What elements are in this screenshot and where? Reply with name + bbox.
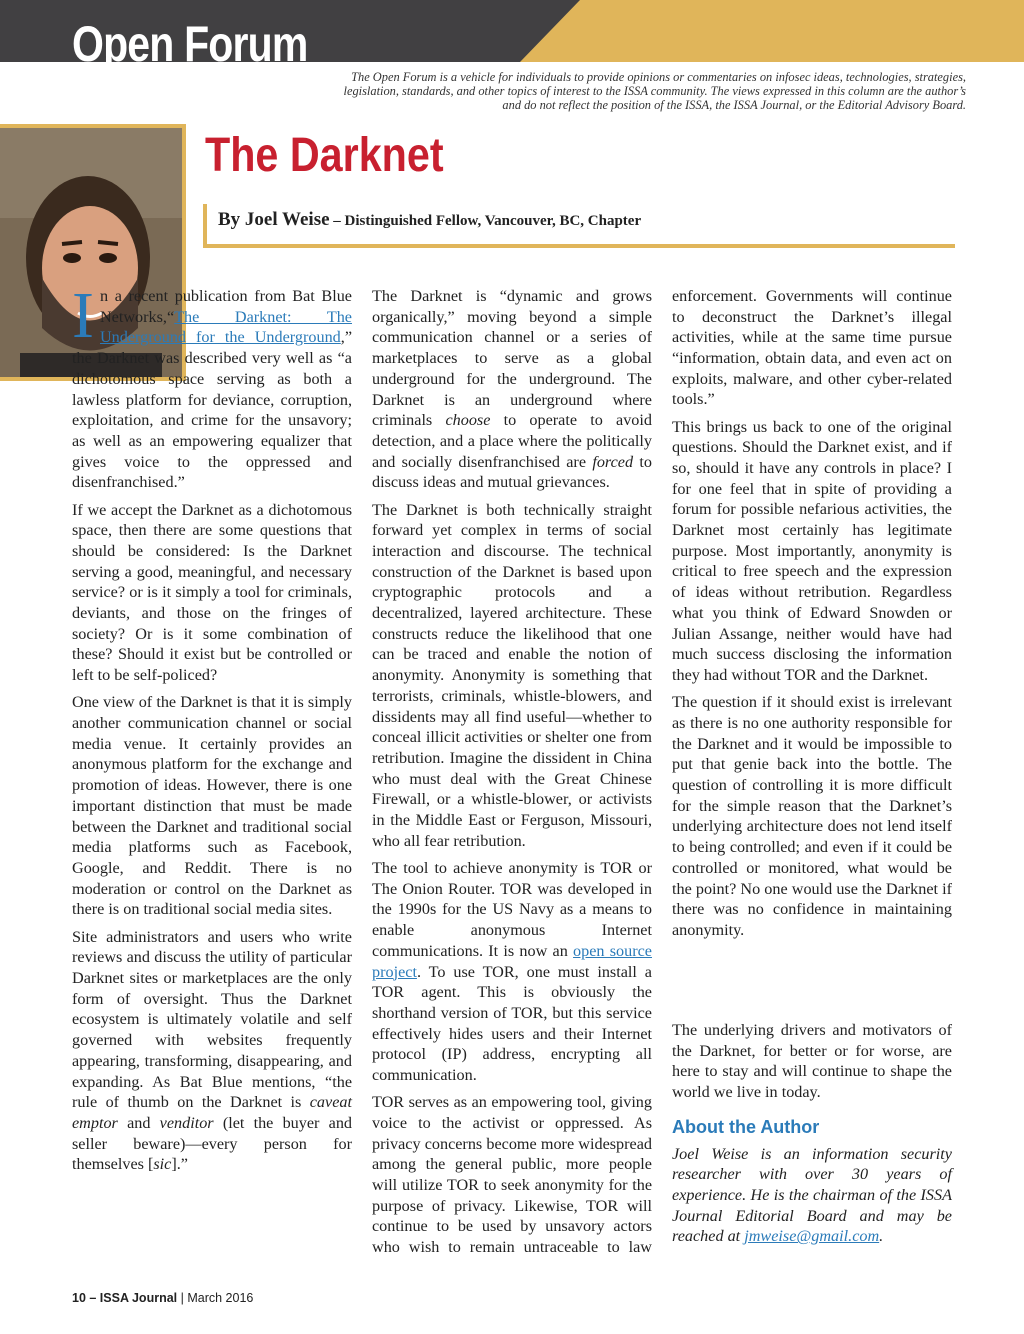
about-author-heading: About the Author <box>672 1116 820 1137</box>
paragraph: The Darknet is “dynamic and grows organically,” moving beyond a simple communication channel or a series of marketplaces to serve as a global underground for the underground. The Darknet is an underground where criminals choose to operate to avoid detection, and a place where the politically and socially disenfranchised are forced to discuss ideas and mutual grievances. <box>372 287 652 492</box>
paragraph: One view of the Darknet is that it is simply another communication channel or social media venue. It certainly provides an anonymous platform for the exchange and promotion of ideas. However, there is one important distinction that must be made between the Darknet and traditional social media platforms such as Facebook, Google, and Reddit. There is no moderation or control on the Darknet as there is on traditional social media sites. <box>72 693 352 919</box>
paragraph: The Darknet is both technically straight forward yet complex in terms of social interaction and discourse. The technical construction of the Darknet is based upon cryptographic protocols and a decentralized, layered architecture. These constructs reduce the likelihood that one can be traced and enable the notion of anonymity. Anonymity is something that terrorists, criminals, whistle-blowers, and dissidents may all find useful—whether to conceal illicit activities or shelter one from retribution. Imagine the dissident in China who must deal with the Great Chinese Firewall, or a whistle-blower, or activists in the Middle East or Ferguson, Missouri, who all fear retribution. <box>372 500 652 850</box>
paragraph: The tool to achieve anonymity is TOR or The Onion Router. TOR was developed in the 1990s for the US Navy as a means to enable anonymous Internet communications. It is now an open source project. To use TOR, one must install a TOR agent. This is obviously the shorthand version of TOR, but this service effectively hides users and their Internet protocol (IP) address, encrypting all communication. <box>372 858 652 1085</box>
footer-date: March 2016 <box>187 1291 254 1305</box>
column-2 <box>372 286 652 1258</box>
column-1 <box>72 279 353 1182</box>
open-source-project-link[interactable]: open source project <box>372 941 652 981</box>
header-accent <box>520 0 1024 62</box>
paragraph: The underlying drivers and motivators of the Darknet, for better or for worse, are here to stay and will continue to shape the world we live in today. <box>672 1021 952 1102</box>
column-3-continuation: enforcement. Governments will continue to deconstruct the Darknet’s illegal activities, while at the same time pursue “information, obtain data, and even act on exploits, malware, and other cyber-related tools.” This brings us back to one of the original questions. Should the Darknet exist, and if so, should it have any controls in place? I for one feel that in spite of providing a forum for possible nefarious activities, the Darknet most certainly has legitimate purpose. Most importantly, anonymity is critical to free speech and the expression of ideas without retribution. Regardless what you think of Edward Snowden or Julian Assange, neither would have had much success disclosing the information they had without TOR and the Darknet. The question if it should exist is irrelevant as there is no one authority responsible for the Darknet and it would be impossible to put that genie back into the bottle. The question of controlling it is more difficult for the simple reason that the Darknet’s underlying architecture does not lend itself to being controlled; and even if it could be controlled or monitored, what would be the point? No one would use the Darknet if there was no confidence in maintaining anonymity. <box>672 286 952 939</box>
author-name: By Joel Weise <box>218 209 330 230</box>
paragraph: Site administrators and users who write reviews and discuss the utility of particular Darknet sites or marketplaces are the only form of oversight. Thus the Darknet ecosystem is ultimately volatile and self governed with websites frequently appearing, transforming, disappearing, and expanding. As Bat Blue mentions, “the rule of thumb on the Darknet is caveat emptor and venditor (let the buyer and seller beware)—every person for themselves [sic].” <box>72 927 353 1174</box>
paragraph: If we accept the Darknet as a dichotomous space, then there are some questions that should be considered: Is the Darknet serving a good, meaningful, and necessary service? or is it simply a tool for criminals, deviants, and those on the fringes of society? Or is it some combination of these? Should it exist but be controlled or left to be self-policed? <box>72 500 352 685</box>
paragraph: In a recent publication from Bat Blue Networks,“The Darknet: The Underground for the Underground,” the Darknet was described very well as “a dichotomous space serving as both a lawless platform for deviance, corruption, exploitation, and crime for the unsavory; as well as an empowering equalizer that gives voice to the oppressed and disenfranchised.” <box>72 279 352 492</box>
footer-page-label: 10 – ISSA Journal <box>72 1291 178 1305</box>
byline <box>218 205 641 236</box>
drop-cap: I <box>72 279 94 352</box>
section-title: Open Forum <box>72 16 308 72</box>
page-footer: 10 – ISSA Journal | March 2016 <box>72 1291 254 1305</box>
darknet-report-link[interactable]: The Darknet: The Underground for the Underground <box>99 307 352 347</box>
column-3-top <box>672 286 952 1008</box>
author-role: – Distinguished Fellow, Vancouver, BC, Chapter <box>329 213 642 229</box>
byline-rule <box>203 244 955 248</box>
article-title: The Darknet <box>205 129 444 182</box>
about-author-text: Joel Weise is an information security researcher with over 30 years of experience. He is the chairman of the ISSA Journal Editorial Board and may be reached at jmweise@gmail.com. <box>672 1144 952 1246</box>
column-3-content <box>672 1020 952 1254</box>
author-email-link[interactable]: jmweise@gmail.com <box>744 1227 880 1246</box>
paragraph: TOR serves as an empowering tool, giving voice to the activist or oppressed. As privacy concerns become more widespread among the general public, more people will utilize TOR to seek anonymity for the purpose of privacy. Likewise, TOR will continue to be used by unsavory actors who wish to remain untraceable to law <box>372 1093 652 1257</box>
section-description: The Open Forum is a vehicle for individuals to provide opinions or commentaries on infosec ideas, technologies, strategies, legislation, standards, and other topics of interest to the ISSA community. The views expressed in this column are the author’s and do not reflect the position of the ISSA, the ISSA Journal, or the Editorial Advisory Board. <box>343 70 966 112</box>
byline-accent <box>203 204 207 246</box>
